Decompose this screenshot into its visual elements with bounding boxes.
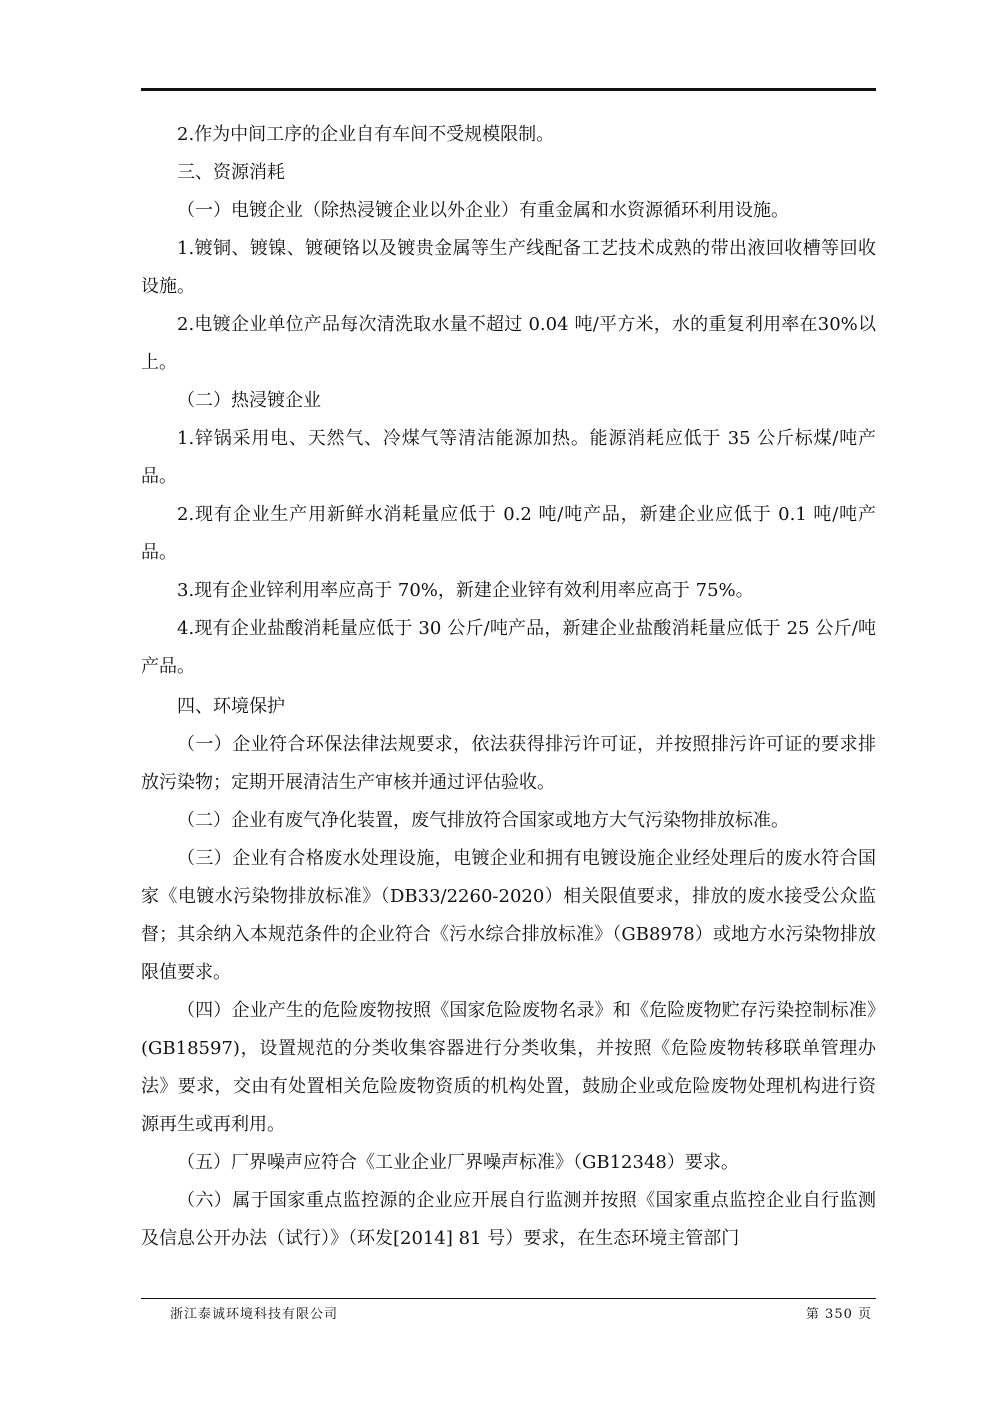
paragraph: （一）企业符合环保法律法规要求，依法获得排污许可证，并按照排污许可证的要求排放污染物；定期开展清洁生产审核并通过评估验收。 bbox=[141, 734, 876, 793]
paragraph: （二）企业有废气净化装置，废气排放符合国家或地方大气污染物排放标准。 bbox=[177, 810, 789, 831]
subsection-heading: （二）热浸镀企业 bbox=[177, 390, 321, 411]
page-footer bbox=[170, 1303, 876, 1323]
paragraph: 1.镀铜、镀镍、镀硬铬以及镀贵金属等生产线配备工艺技术成熟的带出液回收槽等回收设施。 bbox=[141, 238, 876, 297]
document-body bbox=[141, 116, 876, 1258]
paragraph: 4.现有企业盐酸消耗量应低于 30 公斤/吨产品，新建企业盐酸消耗量应低于 25 公斤/吨产品。 bbox=[141, 618, 876, 677]
paragraph: （四）企业产生的危险废物按照《国家危险废物名录》和《危险废物贮存污染控制标准》(GB18597)，设置规范的分类收集容器进行分类收集，并按照《危险废物转移联单管理办法》要求，交由有处置相关危险废物资质的机构处置，鼓励企业或危险废物处理机构进行资源再生或再利用。 bbox=[141, 1000, 876, 1135]
subsection-heading: （一）电镀企业（除热浸镀企业以外企业）有重金属和水资源循环利用设施。 bbox=[177, 200, 789, 221]
header-rule bbox=[141, 88, 876, 91]
paragraph: 1.锌锅采用电、天然气、冷煤气等清洁能源加热。能源消耗应低于 35 公斤标煤/吨产品。 bbox=[141, 428, 876, 487]
footer-company: 浙江泰诚环境科技有限公司 bbox=[170, 1307, 339, 1322]
paragraph: 2.现有企业生产用新鲜水消耗量应低于 0.2 吨/吨产品，新建企业应低于 0.1 吨/吨产品。 bbox=[141, 504, 876, 563]
section-heading: 三、资源消耗 bbox=[177, 162, 285, 183]
paragraph: 3.现有企业锌利用率应高于 70%，新建企业锌有效利用率应高于 75%。 bbox=[177, 580, 754, 601]
page-number: 第 350 页 bbox=[805, 1307, 872, 1322]
paragraph: （五）厂界噪声应符合《工业企业厂界噪声标准》（GB12348）要求。 bbox=[177, 1152, 739, 1173]
section-heading: 四、环境保护 bbox=[177, 696, 285, 717]
paragraph: 2.作为中间工序的企业自有车间不受规模限制。 bbox=[177, 124, 555, 145]
footer-rule bbox=[141, 1298, 876, 1299]
paragraph: （三）企业有合格废水处理设施，电镀企业和拥有电镀设施企业经处理后的废水符合国家《电镀水污染物排放标准》（DB33/2260-2020）相关限值要求，排放的废水接受公众监督；其余纳入本规范条件的企业符合《污水综合排放标准》（GB8978）或地方水污染物排放限值要求。 bbox=[141, 848, 876, 983]
paragraph: （六）属于国家重点监控源的企业应开展自行监测并按照《国家重点监控企业自行监测及信息公开办法（试行）》（环发[2014] 81 号）要求，在生态环境主管部门 bbox=[141, 1190, 876, 1249]
paragraph: 2.电镀企业单位产品每次清洗取水量不超过 0.04 吨/平方米，水的重复利用率在30%以上。 bbox=[141, 314, 876, 373]
